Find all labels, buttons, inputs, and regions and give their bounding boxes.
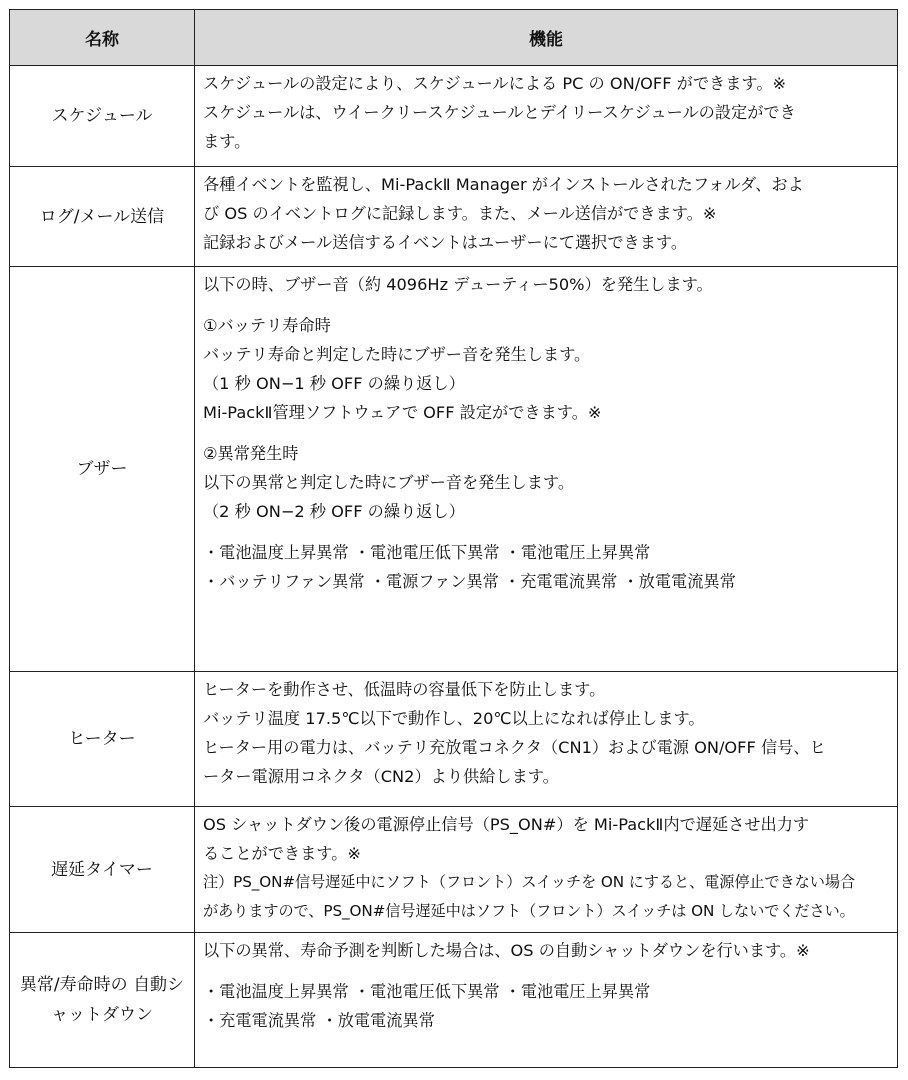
row-name-cell (10, 672, 195, 807)
row-name: ログ/メール送信 (39, 206, 165, 227)
row-name-cell (10, 933, 195, 1068)
function-line: 記録およびメール送信するイベントはユーザーにて選択できます。 (203, 233, 688, 252)
function-line: 以下の時、ブザー音（約 4096Hz デューティー50%）を発生します。 (203, 275, 713, 294)
function-line: ヒーター用の電力は、バッテリ充放電コネクタ（CN1）および電源 ON/OFF 信号、ヒ (203, 738, 826, 757)
table-header-row (10, 10, 898, 66)
row-function-cell (195, 167, 898, 267)
note-line: 注）PS_ON#信号遅延中にソフト（フロント）スイッチを ON にすると、電源停止できない場合 (203, 873, 856, 891)
table-row-buzzer (10, 267, 898, 672)
paragraph-gap (203, 965, 891, 977)
row-name: ブザー (76, 459, 128, 479)
row-name: スケジュール (51, 106, 153, 126)
function-line: 各種イベントを監視し、Mi-PackⅡ Manager がインストールされたフォルダ、およ (203, 175, 804, 194)
function-line: （1 秒 ON−1 秒 OFF の繰り返し） (203, 374, 465, 393)
row-name: ヒーター (68, 729, 136, 749)
function-line: （2 秒 ON−2 秒 OFF の繰り返し） (203, 502, 465, 521)
function-line: Mi-PackⅡ管理ソフトウェアで OFF 設定ができます。※ (203, 403, 602, 422)
table-row-heater (10, 672, 898, 807)
paragraph-gap (203, 299, 891, 311)
function-line: ます。 (203, 132, 251, 151)
paragraph-gap (203, 427, 891, 439)
function-line: ①バッテリ寿命時 (203, 316, 331, 335)
function-line: ②異常発生時 (203, 444, 299, 463)
function-line: ・バッテリファン異常 ・電源ファン異常 ・充電電流異常 ・放電電流異常 (203, 572, 736, 591)
function-line: ・電池温度上昇異常 ・電池電圧低下異常 ・電池電圧上昇異常 (203, 543, 651, 562)
function-line: 以下の異常と判定した時にブザー音を発生します。 (203, 473, 575, 492)
function-line: 以下の異常、寿命予測を判断した場合は、OS の自動シャットダウンを行います。※ (203, 941, 810, 960)
header-function: 機能 (195, 10, 898, 66)
row-function-cell (195, 672, 898, 807)
row-function-cell (195, 933, 898, 1068)
function-line: ・電池温度上昇異常 ・電池電圧低下異常 ・電池電圧上昇異常 (203, 982, 651, 1001)
row-name: 遅延タイマー (51, 859, 153, 880)
row-function-cell (195, 66, 898, 167)
row-name: 自動シャットダウン (51, 975, 185, 1025)
function-line: スケジュールの設定により、スケジュールによる PC の ON/OFF ができます。※ (203, 74, 787, 93)
table-row-auto-shutdown (10, 933, 898, 1068)
function-line: ヒーターを動作させ、低温時の容量低下を防止します。 (203, 680, 606, 699)
header-name: 名称 (10, 10, 195, 66)
table-row-log-mail (10, 167, 898, 267)
row-name-cell (10, 267, 195, 672)
function-line: OS シャットダウン後の電源停止信号（PS_ON#）を Mi-PackⅡ内で遅延させ出力す (203, 815, 810, 834)
function-line: バッテリ温度 17.5℃以下で動作し、20℃以上になれば停止します。 (203, 709, 705, 728)
function-line: スケジュールは、ウイークリースケジュールとデイリースケジュールの設定ができ (203, 103, 796, 122)
function-line: ることができます。※ (203, 844, 361, 863)
paragraph-gap (203, 526, 891, 538)
row-name-cell (10, 167, 195, 267)
table-row-delay-timer (10, 807, 898, 933)
function-line: ・充電電流異常 ・放電電流異常 (203, 1011, 435, 1030)
function-spec-table (9, 9, 898, 1068)
row-name-cell (10, 66, 195, 167)
function-line: バッテリ寿命と判定した時にブザー音を発生します。 (203, 345, 591, 364)
table-row-schedule (10, 66, 898, 167)
row-function-cell (195, 807, 898, 933)
row-name: 異常/寿命時の (19, 975, 128, 995)
row-name-cell (10, 807, 195, 933)
function-line: び OS のイベントログに記録します。また、メール送信ができます。※ (203, 204, 717, 223)
function-line: ーター電源用コネクタ（CN2）より供給します。 (203, 767, 559, 786)
note-line: がありますので、PS_ON#信号遅延中はソフト（フロント）スイッチは ON しないでください。 (203, 902, 855, 920)
row-function-cell (195, 267, 898, 672)
